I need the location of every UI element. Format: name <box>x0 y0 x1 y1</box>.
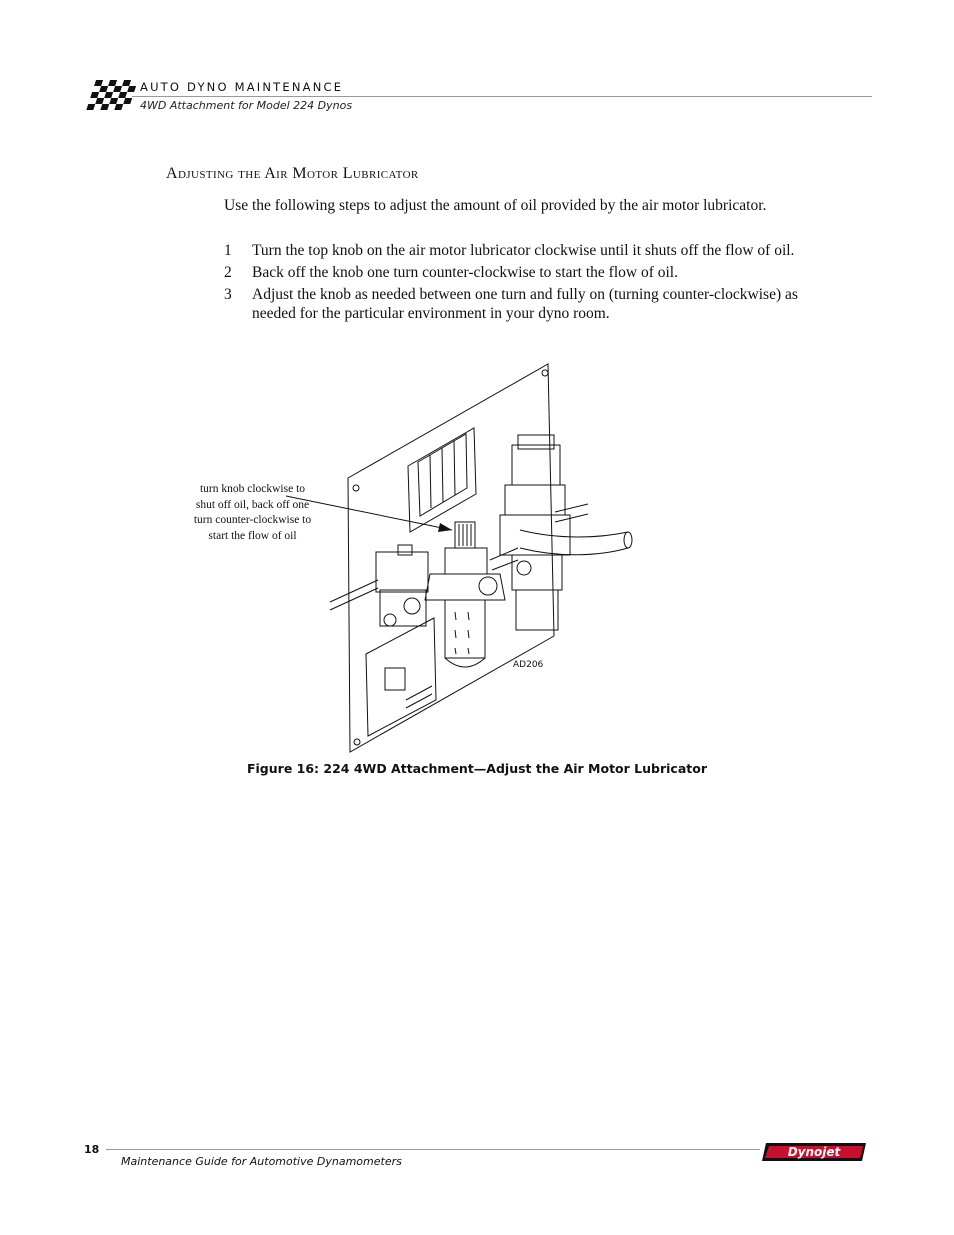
lubricator-illustration <box>190 360 650 755</box>
lubricator-knob <box>455 522 475 548</box>
figure-id-label: AD206 <box>513 660 544 670</box>
procedure-steps <box>224 241 824 326</box>
header-divider <box>132 96 872 97</box>
step-number: 2 <box>224 264 232 281</box>
intro-paragraph: Use the following steps to adjust the amount of oil provided by the air motor lubricator. <box>224 197 767 214</box>
step-item <box>224 241 824 260</box>
logo-text: Dynojet <box>787 1145 841 1159</box>
checkered-flag-icon <box>80 74 136 120</box>
dynojet-logo <box>762 1141 868 1163</box>
running-header-title: AUTO DYNO MAINTENANCE <box>140 80 344 94</box>
footer-divider <box>106 1149 760 1150</box>
figure-caption: Figure 16: 224 4WD Attachment—Adjust the Air Motor Lubricator <box>246 761 707 776</box>
figure-callout-label: turn knob clockwise to shut off oil, back off one turn counter-clockwise to start the flow of oil <box>193 483 312 542</box>
footer-title: Maintenance Guide for Automotive Dynamometers <box>121 1155 402 1168</box>
step-text: Back off the knob one turn counter-clockwise to start the flow of oil. <box>252 264 678 281</box>
section-heading: Adjusting the Air Motor Lubricator <box>166 165 419 182</box>
step-number: 1 <box>224 242 232 259</box>
page-number: 18 <box>84 1143 100 1156</box>
running-header-subtitle: 4WD Attachment for Model 224 Dynos <box>140 99 353 112</box>
step-text: Adjust the knob as needed between one turn and fully on (turning counter-clockwise) as needed for the particular environment in your dyno room. <box>252 286 798 322</box>
step-item <box>224 263 824 282</box>
step-item <box>224 285 824 323</box>
mounting-panel <box>348 364 554 752</box>
step-number: 3 <box>224 286 232 303</box>
step-text: Turn the top knob on the air motor lubricator clockwise until it shuts off the flow of oil. <box>252 242 795 259</box>
callout-arrowhead <box>438 523 452 532</box>
